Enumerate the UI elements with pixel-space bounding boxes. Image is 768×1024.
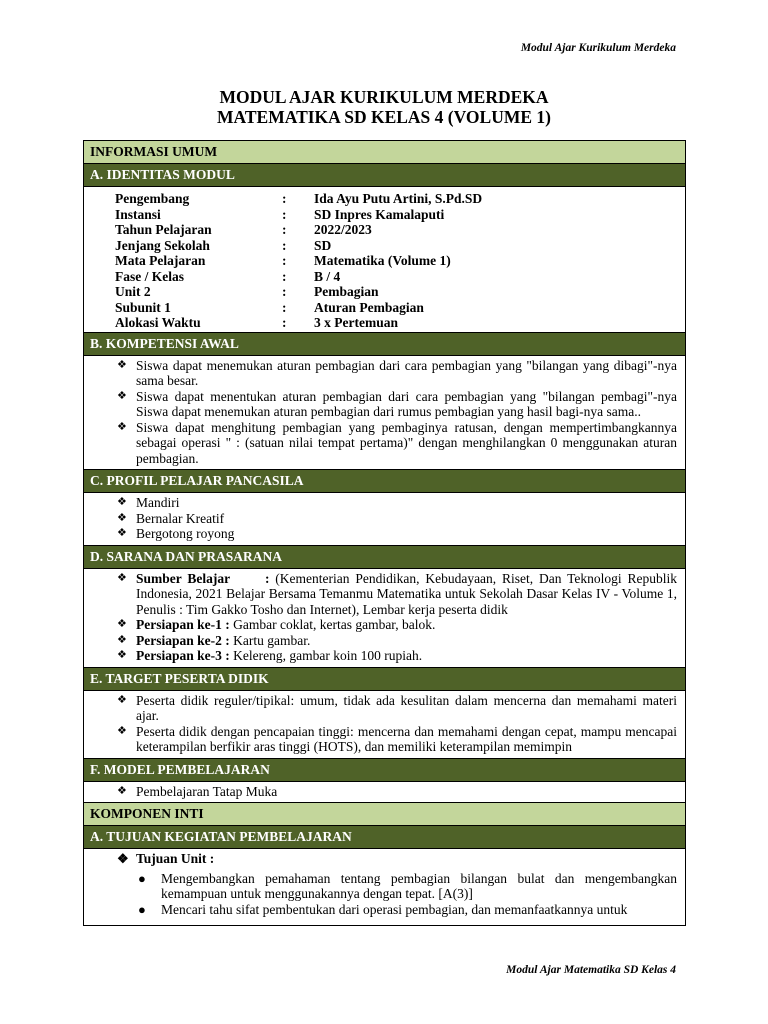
model-list — [92, 784, 677, 800]
list-item — [117, 851, 677, 867]
identitas-label: Subunit 1 — [115, 299, 171, 315]
list-item — [117, 420, 677, 467]
module-table — [83, 140, 686, 926]
kompetensi-body — [84, 356, 685, 471]
identitas-row — [115, 315, 685, 331]
list-item — [117, 495, 677, 511]
list-item — [117, 693, 677, 724]
diamond-bullet-icon: ❖ — [117, 358, 127, 371]
document-title — [0, 87, 768, 127]
section-komponen-inti: KOMPONEN INTI — [84, 803, 685, 826]
section-model-pembelajaran: F. MODEL PEMBELAJARAN — [84, 759, 685, 782]
list-item — [117, 784, 677, 800]
identitas-row — [115, 300, 685, 316]
section-tujuan-kegiatan: A. TUJUAN KEGIATAN PEMBELAJARAN — [84, 826, 685, 849]
identitas-value: Aturan Pembagian — [314, 299, 424, 315]
identitas-label: Mata Pelajaran — [115, 253, 206, 268]
list-item — [117, 724, 677, 755]
identitas-row — [115, 207, 685, 223]
tujuan-body — [84, 849, 685, 920]
identitas-row — [115, 284, 685, 300]
identitas-colon: : — [282, 222, 287, 237]
list-item-text: Siswa dapat menentukan aturan pembagian dari cara pembagian yang "bilangan pembagi"-nya Siswa dapat menemukan aturan pembagian dari rumus pembagian yang hasil bagi-nya sama.. — [136, 388, 677, 419]
diamond-bullet-icon: ❖ — [117, 693, 127, 706]
section-informasi-umum: INFORMASI UMUM — [84, 141, 685, 164]
identitas-colon: : — [282, 191, 287, 206]
diamond-bullet-icon: ❖ — [117, 633, 127, 646]
identitas-value: 2022/2023 — [314, 222, 372, 237]
diamond-bullet-icon: ❖ — [117, 724, 127, 737]
diamond-bullet-icon: ❖ — [117, 649, 127, 661]
list-item-text: Gambar coklat, kertas gambar, balok. — [229, 617, 436, 632]
diamond-bullet-icon: ❖ — [117, 420, 127, 433]
dot-bullet-icon: ● — [138, 901, 146, 917]
list-item — [117, 571, 677, 618]
diamond-bullet-icon: ❖ — [117, 496, 127, 508]
identitas-row — [115, 238, 685, 254]
identitas-colon: : — [282, 268, 287, 284]
list-item — [117, 648, 677, 664]
list-item-label: Sumber Belajar : — [136, 570, 270, 586]
kompetensi-list — [92, 358, 677, 467]
section-identitas-modul: A. IDENTITAS MODUL — [84, 164, 685, 187]
list-item-text: Pembelajaran Tatap Muka — [136, 783, 278, 799]
tujuan-heading: Tujuan Unit : — [136, 851, 215, 866]
diamond-bullet-icon: ❖ — [117, 527, 127, 539]
identitas-value: Matematika (Volume 1) — [314, 253, 451, 268]
identitas-colon: : — [282, 253, 287, 268]
identitas-label: Unit 2 — [115, 284, 151, 299]
list-item-text: Siswa dapat menemukan aturan pembagian dari cara pembagian yang "bilangan yang dibagi"-nya sama besar. — [136, 357, 677, 388]
diamond-bullet-icon: ❖ — [117, 851, 129, 866]
page-header: Modul Ajar Kurikulum Merdeka — [520, 42, 676, 54]
identitas-value: SD — [314, 237, 332, 253]
diamond-bullet-icon: ❖ — [117, 511, 127, 524]
identitas-label: Fase / Kelas — [115, 268, 184, 284]
list-item-text: Kelereng, gambar koin 100 rupiah. — [229, 648, 423, 663]
list-item-text: Mandiri — [136, 495, 180, 510]
identitas-colon: : — [282, 206, 287, 222]
sarana-list — [92, 571, 677, 664]
list-item-text: (Kementerian Pendidikan, Kebudayaan, Riset, Dan Teknologi Republik Indonesia, 2021 Belajar Bersama Temanmu Matematika untuk Sekolah Dasar Kelas IV - Volume 1, Penulis : Tim Gakko Tosho dan Internet), Lembar kerja peserta didik — [136, 570, 677, 617]
identitas-label: Instansi — [115, 206, 161, 222]
title-line-1: MODUL AJAR KURIKULUM MERDEKA — [219, 87, 549, 107]
identitas-value: SD Inpres Kamalaputi — [314, 206, 445, 222]
list-item — [136, 902, 677, 918]
list-item — [117, 358, 677, 389]
list-item — [117, 389, 677, 420]
identitas-label: Tahun Pelajaran — [115, 222, 212, 237]
list-item — [117, 617, 677, 633]
identitas-colon: : — [282, 315, 287, 330]
identitas-value: Pembagian — [314, 284, 379, 299]
title-line-2: MATEMATIKA SD KELAS 4 (VOLUME 1) — [217, 107, 551, 127]
list-item-text: Mengembangkan pemahaman tentang pembagian bilangan bulat dan mengembangkan kemampuan untuk menggunakannya dengan tepat. [A(3)] — [161, 870, 677, 901]
identitas-row — [115, 269, 685, 285]
diamond-bullet-icon: ❖ — [117, 618, 127, 630]
list-item — [136, 871, 677, 902]
identitas-row — [115, 191, 685, 207]
section-kompetensi-awal: B. KOMPETENSI AWAL — [84, 333, 685, 356]
dot-bullet-icon: ● — [138, 870, 146, 886]
target-list — [92, 693, 677, 755]
identitas-row — [115, 253, 685, 269]
identitas-value: Ida Ayu Putu Artini, S.Pd.SD — [314, 191, 483, 206]
identitas-label: Alokasi Waktu — [115, 315, 201, 330]
identitas-label: Pengembang — [115, 191, 190, 206]
tujuan-list — [92, 871, 677, 918]
diamond-bullet-icon: ❖ — [117, 571, 127, 584]
profil-body — [84, 493, 685, 546]
identitas-colon: : — [282, 284, 287, 299]
section-sarana-prasarana: D. SARANA DAN PRASARANA — [84, 546, 685, 569]
list-item-label: Persiapan ke-3 : — [136, 648, 230, 663]
list-item-text: Kartu gambar. — [229, 632, 311, 648]
identitas-value: 3 x Pertemuan — [314, 315, 398, 330]
model-body — [84, 782, 685, 804]
identitas-value: B / 4 — [314, 268, 341, 284]
diamond-bullet-icon: ❖ — [117, 784, 127, 797]
list-item-text: Bergotong royong — [136, 526, 235, 541]
list-item-label: Persiapan ke-2 : — [136, 632, 230, 648]
identitas-list — [84, 187, 685, 333]
identitas-colon: : — [282, 299, 287, 315]
tujuan-heading-list — [92, 851, 677, 867]
identitas-colon: : — [282, 237, 287, 253]
section-profil-pelajar: C. PROFIL PELAJAR PANCASILA — [84, 470, 685, 493]
diamond-bullet-icon: ❖ — [117, 389, 127, 402]
list-item — [117, 511, 677, 527]
list-item — [117, 633, 677, 649]
page-footer: Modul Ajar Matematika SD Kelas 4 — [506, 964, 676, 976]
list-item-text: Peserta didik dengan pencapaian tinggi: mencerna dan memahami dengan cepat, mampu mencapai keterampilan berfikir aras tinggi (HOTS), dan memiliki keterampilan memimpin — [136, 723, 677, 754]
list-item — [117, 526, 677, 542]
section-target-peserta: E. TARGET PESERTA DIDIK — [84, 668, 685, 691]
profil-list — [92, 495, 677, 542]
sarana-body — [84, 569, 685, 668]
list-item-text: Mencari tahu sifat pembentukan dari operasi pembagian, dan memanfaatkannya untuk — [161, 901, 628, 917]
identitas-label: Jenjang Sekolah — [115, 237, 210, 253]
list-item-text: Bernalar Kreatif — [136, 510, 225, 526]
list-item-text: Peserta didik reguler/tipikal: umum, tidak ada kesulitan dalam mencerna dan memahami materi ajar. — [136, 692, 677, 723]
identitas-row — [115, 222, 685, 238]
list-item-label: Persiapan ke-1 : — [136, 617, 230, 632]
list-item-text: Siswa dapat menghitung pembagian yang pembaginya ratusan, dengan mempertimbangkannya sebagai operasi " : (satuan nilai tempat pertama)" dengan menghilangkan 0 menggunakan aturan pembagian. — [136, 419, 677, 466]
target-body — [84, 691, 685, 759]
